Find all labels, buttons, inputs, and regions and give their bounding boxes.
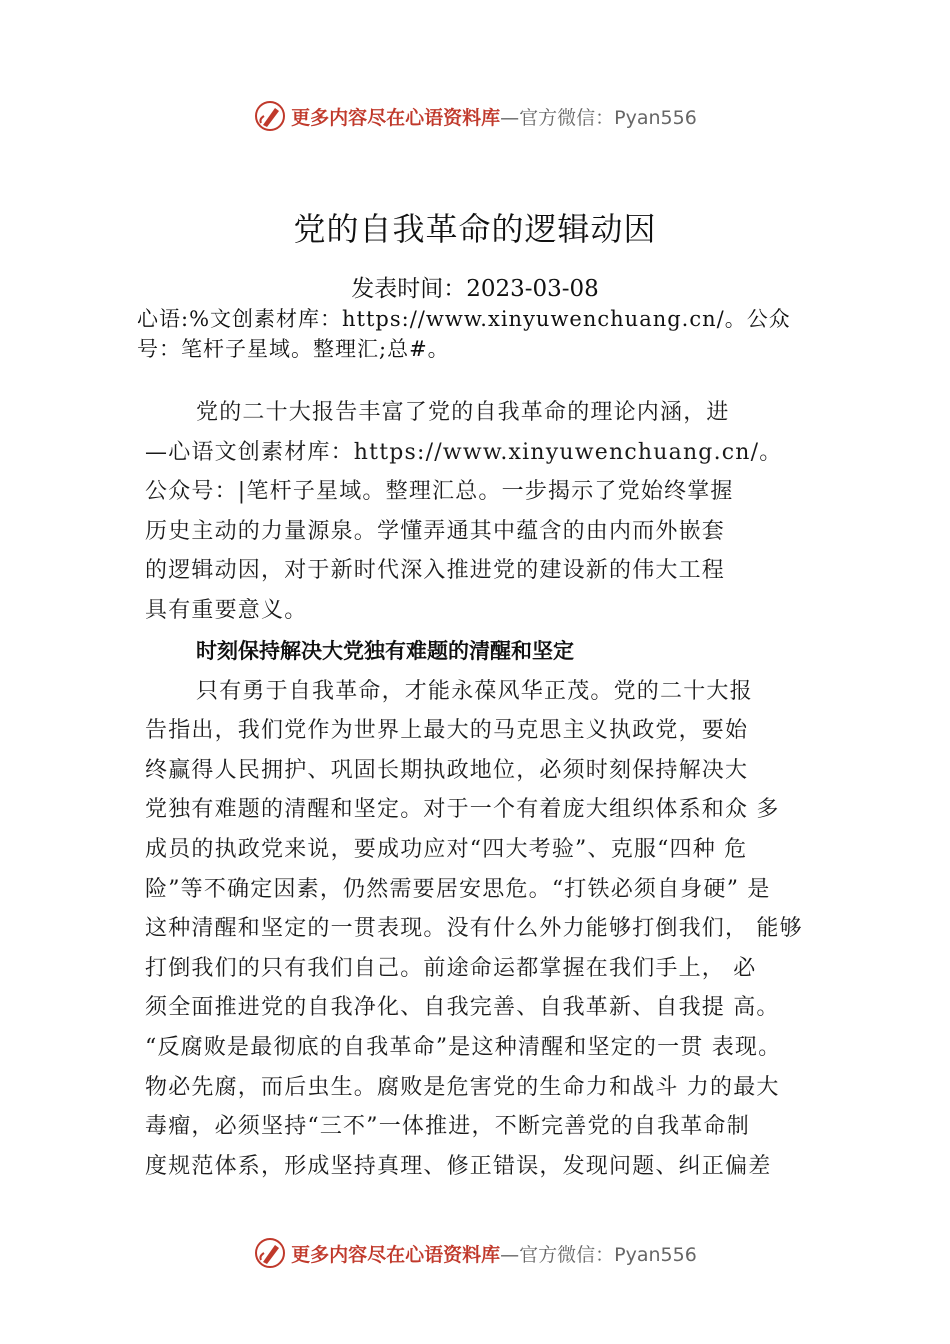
- banner-library-text: 更多内容尽在心语资料库: [291, 1243, 501, 1266]
- text-line: 成员的执政党来说，要成功应对“四大考验”、克服“四种 危: [145, 836, 748, 862]
- text-line: 打倒我们的只有我们自己。前途命运都掌握在我们手上， 必: [145, 955, 757, 981]
- paragraph-intro: [145, 393, 845, 631]
- text-line: 毒瘤，必须坚持“三不”一体推进，不断完善党的自我革命制: [145, 1114, 750, 1140]
- text-line: 的逻辑动因，对于新时代深入推进党的建设新的伟大工程: [145, 558, 726, 584]
- text-line: 这种清醒和坚定的一贯表现。没有什么外力能够打倒我们， 能够: [145, 916, 803, 942]
- banner-wechat-text: —官方微信：Pyan556: [500, 106, 697, 129]
- text-line: 须全面推进党的自我净化、自我完善、自我革新、自我提 高。: [145, 995, 780, 1021]
- banner-library-text: 更多内容尽在心语资料库: [291, 106, 501, 129]
- source-note-line: 心语:%文创素材库：https://www.xinyuwenchuang.cn/。公众: [137, 307, 791, 331]
- text-line: 物必先腐，而后虫生。腐败是危害党的生命力和战斗 力的最大: [145, 1074, 780, 1100]
- text-line: 党独有难题的清醒和坚定。对于一个有着庞大组织体系和众 多: [145, 797, 780, 823]
- text-line: “反腐败是最彻底的自我革命”是这种清醒和坚定的一贯 表现。: [145, 1034, 782, 1060]
- paragraph-section-1: [145, 672, 845, 1187]
- text-line: 党的二十大报告丰富了党的自我革命的理论内涵，进: [196, 400, 730, 425]
- section-heading: 时刻保持解决大党独有难题的清醒和坚定: [196, 638, 574, 663]
- text-line: 公众号：|笔杆子星域。整理汇总。一步揭示了党始终掌握: [145, 479, 734, 505]
- text-line: 终赢得人民拥护、巩固长期执政地位，必须时刻保持解决大: [145, 757, 749, 783]
- publish-date: 发表时间：2023-03-08: [351, 276, 599, 302]
- footer-banner: [0, 1233, 950, 1273]
- text-line: —心语文创素材库：https://www.xinyuwenchuang.cn/。: [145, 439, 783, 465]
- source-note: [137, 304, 837, 364]
- source-note-line: 号：笔杆子星域。整理汇;总#。: [137, 337, 450, 361]
- pen-nib-logo-icon: [253, 1236, 287, 1270]
- article-body: [145, 393, 845, 1186]
- text-line: 只有勇于自我革命，才能永葆风华正茂。党的二十大报: [196, 678, 753, 704]
- text-line: 具有重要意义。: [145, 597, 308, 623]
- text-line: 历史主动的力量源泉。学懂弄通其中蕴含的由内而外嵌套: [145, 518, 726, 544]
- header-banner: [0, 96, 950, 136]
- page-title: 党的自我革命的逻辑动因: [293, 210, 657, 248]
- text-line: 度规范体系，形成坚持真理、修正错误，发现问题、纠正偏差: [145, 1153, 772, 1179]
- banner-wechat-text: —官方微信：Pyan556: [500, 1243, 697, 1266]
- text-line: 险”等不确定因素，仍然需要居安思危。“打铁必须自身硬” 是: [145, 876, 771, 902]
- text-line: 告指出，我们党作为世界上最大的马克思主义执政党，要始: [145, 718, 749, 744]
- pen-nib-logo-icon: [253, 99, 287, 133]
